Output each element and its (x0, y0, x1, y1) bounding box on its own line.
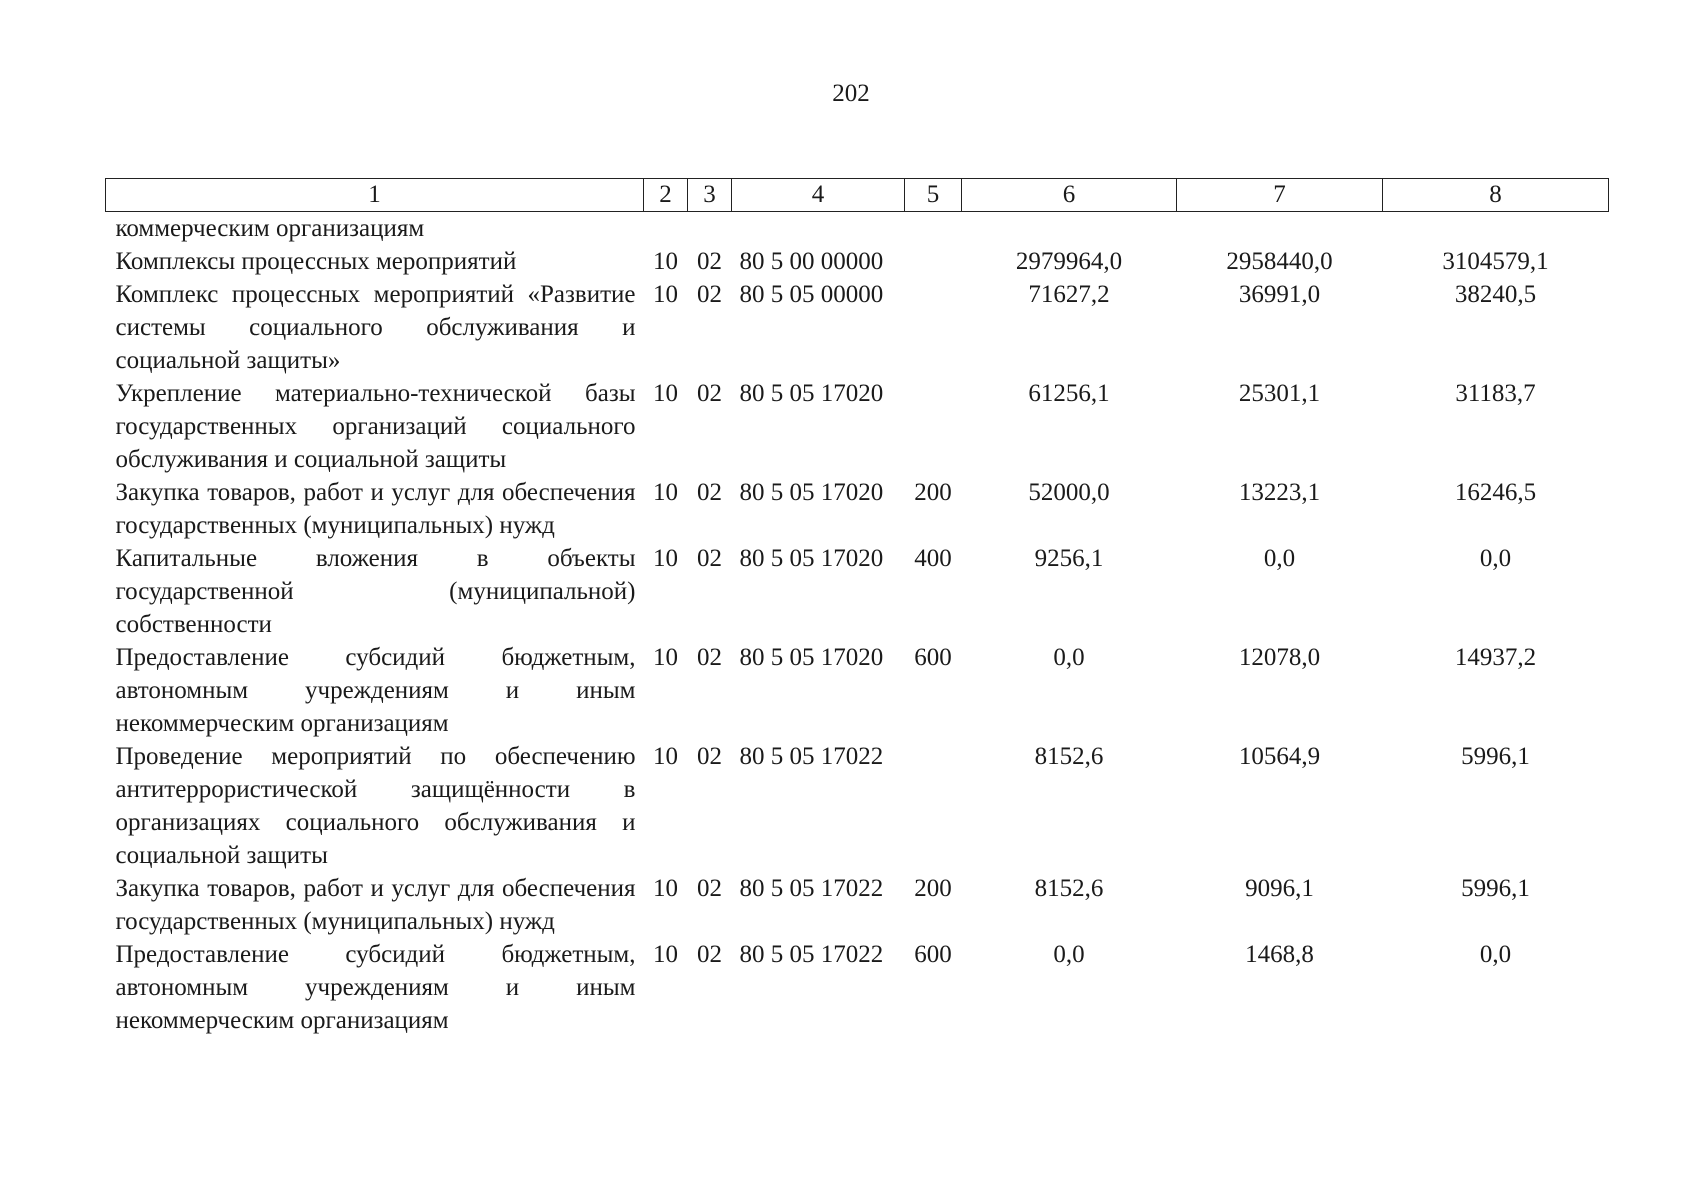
column-header-4: 4 (732, 179, 905, 212)
row-section: 10 (653, 875, 678, 902)
row-name: Проведение мероприятий по обеспечению антитеррористической защищённости в организациях социального обслуживания и социальной защиты (115, 743, 636, 869)
table-row (106, 278, 1609, 377)
row-section: 10 (653, 644, 678, 671)
row-expense-type: 600 (914, 941, 952, 968)
row-expense-type (905, 245, 962, 278)
row-name: коммерческим организациям (115, 215, 425, 242)
row-expense-type: 200 (914, 479, 952, 506)
row-subsection: 02 (697, 545, 722, 572)
row-name: Закупка товаров, работ и услуг для обеспечения государственных (муниципальных) нужд (115, 875, 636, 935)
row-amount-6: 8152,6 (1034, 875, 1104, 902)
table-row (106, 872, 1609, 938)
row-amount-8: 0,0 (1479, 941, 1512, 968)
budget-table (105, 178, 1609, 1037)
row-amount-7: 2958440,0 (1226, 248, 1333, 275)
row-amount-8: 14937,2 (1454, 644, 1537, 671)
row-amount-7: 13223,1 (1238, 479, 1321, 506)
table-row (106, 377, 1609, 476)
row-section: 10 (653, 479, 678, 506)
column-header-5: 5 (905, 179, 962, 212)
row-subsection: 02 (697, 281, 722, 308)
row-name: Закупка товаров, работ и услуг для обеспечения государственных (муниципальных) нужд (115, 479, 636, 539)
row-expense-type (905, 212, 962, 246)
row-target-code: 80 5 00 00000 (739, 248, 884, 275)
row-section: 10 (653, 743, 678, 770)
row-subsection: 02 (697, 479, 722, 506)
row-amount-7 (1177, 212, 1383, 246)
row-target-code: 80 5 05 17020 (739, 380, 884, 407)
row-name: Предоставление субсидий бюджетным, автономным учреждениям и иным некоммерческим организациям (115, 941, 636, 1034)
row-amount-8: 31183,7 (1455, 380, 1536, 407)
row-amount-6: 9256,1 (1034, 545, 1104, 572)
row-target-code: 80 5 05 17022 (739, 743, 884, 770)
row-expense-type: 200 (914, 875, 952, 902)
row-amount-8: 0,0 (1479, 545, 1512, 572)
column-header-8: 8 (1383, 179, 1609, 212)
row-subsection: 02 (697, 743, 722, 770)
column-header-6: 6 (962, 179, 1177, 212)
table-row (106, 641, 1609, 740)
row-target-code: 80 5 05 00000 (739, 281, 884, 308)
table-row (106, 542, 1609, 641)
row-amount-8 (1383, 212, 1609, 246)
row-target-code: 80 5 05 17020 (739, 545, 884, 572)
row-target-code: 80 5 05 17020 (739, 479, 884, 506)
row-amount-6: 8152,6 (1034, 743, 1104, 770)
table-row (106, 938, 1609, 1037)
row-amount-6: 0,0 (1053, 644, 1085, 671)
row-expense-type: 600 (914, 644, 952, 671)
row-section (644, 212, 688, 246)
row-target-code: 80 5 05 17022 (739, 941, 884, 968)
table-row (106, 740, 1609, 872)
row-target-code: 80 5 05 17022 (739, 875, 884, 902)
row-section: 10 (653, 248, 678, 275)
row-amount-7: 25301,1 (1238, 380, 1321, 407)
row-subsection: 02 (697, 941, 722, 968)
row-target-code (732, 212, 905, 246)
page-number: 202 (832, 80, 870, 107)
row-amount-7: 10564,9 (1238, 743, 1321, 770)
row-subsection (688, 212, 732, 246)
row-section: 10 (653, 380, 678, 407)
row-name: Капитальные вложения в объекты государственной (муниципальной) собственности (115, 545, 636, 638)
table-row (106, 212, 1609, 246)
row-subsection: 02 (697, 875, 722, 902)
row-amount-7: 36991,0 (1238, 281, 1321, 308)
row-amount-7: 1468,8 (1245, 941, 1314, 968)
row-amount-8: 5996,1 (1461, 875, 1530, 902)
header-row (106, 179, 1609, 212)
row-section: 10 (653, 941, 678, 968)
row-name: Предоставление субсидий бюджетным, автономным учреждениям и иным некоммерческим организациям (115, 644, 636, 737)
row-name: Комплексы процессных мероприятий (115, 248, 517, 275)
row-amount-7: 12078,0 (1238, 644, 1321, 671)
row-amount-7: 0,0 (1263, 545, 1296, 572)
row-amount-8: 16246,5 (1454, 479, 1537, 506)
row-name: Укрепление материально-технической базы государственных организаций социального обслуживания и социальной защиты (115, 380, 636, 473)
row-amount-6: 71627,2 (1028, 281, 1110, 308)
row-amount-6: 0,0 (1053, 941, 1085, 968)
row-amount-7: 9096,1 (1245, 875, 1314, 902)
row-subsection: 02 (697, 380, 722, 407)
row-expense-type (905, 740, 962, 872)
row-expense-type (905, 377, 962, 476)
column-header-3: 3 (688, 179, 732, 212)
row-amount-8: 5996,1 (1461, 743, 1530, 770)
column-header-7: 7 (1177, 179, 1383, 212)
row-amount-6: 61256,1 (1028, 380, 1110, 407)
row-subsection: 02 (697, 644, 722, 671)
table-row (106, 245, 1609, 278)
row-amount-6: 52000,0 (1028, 479, 1110, 506)
row-expense-type: 400 (914, 545, 952, 572)
row-section: 10 (653, 281, 678, 308)
column-header-1: 1 (106, 179, 644, 212)
row-amount-6: 2979964,0 (1015, 248, 1123, 275)
column-header-2: 2 (644, 179, 688, 212)
row-expense-type (905, 278, 962, 377)
table-row (106, 476, 1609, 542)
row-section: 10 (653, 545, 678, 572)
row-subsection: 02 (697, 248, 722, 275)
row-target-code: 80 5 05 17020 (739, 644, 884, 671)
row-amount-8: 3104579,1 (1442, 248, 1549, 275)
row-name: Комплекс процессных мероприятий «Развитие системы социального обслуживания и социальной защиты» (115, 281, 636, 374)
row-amount-8: 38240,5 (1454, 281, 1537, 308)
row-amount-6 (962, 212, 1177, 246)
